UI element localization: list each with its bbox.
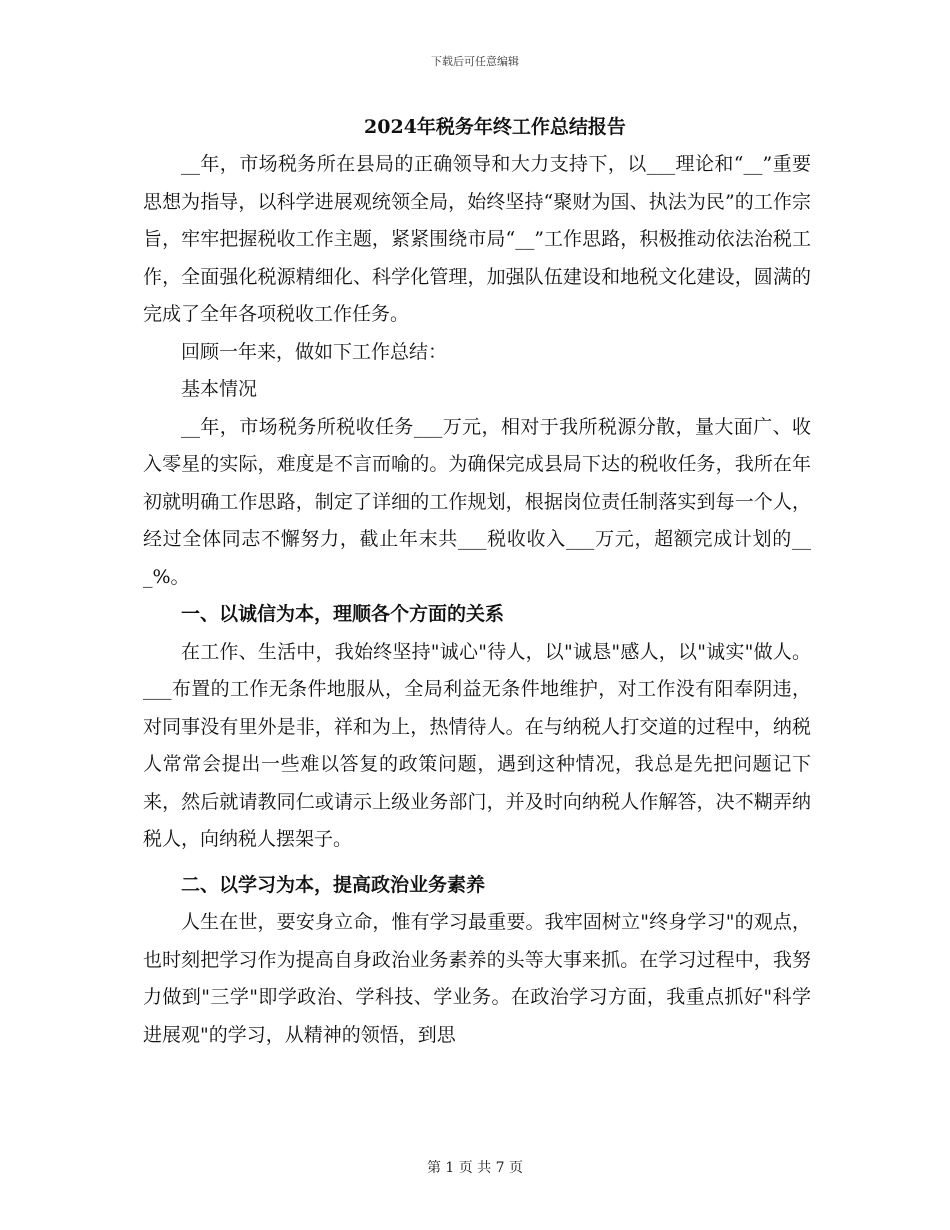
document-title: 2024年税务年终工作总结报告 — [364, 116, 626, 138]
section-gap — [143, 859, 811, 867]
page-number: 第 1 页 共 7 页 — [426, 1160, 524, 1176]
intro-paragraph: __年，市场税务所在县局的正确领导和大力支持下，以___理论和“__”重要思想为指导，以科学进展观统领全局，始终坚持“聚财为国、执法为民”的工作宗旨，牢牢把握税收工作主题，紧紧围绕市局“__”工作思路，积极推动依法治税工作，全面强化税源精细化、科学化管理，加强队伍建设和地税文化建设，圆满的完成了全年各项税收工作任务。 — [143, 153, 811, 325]
section-2-paragraph: 人生在世，要安身立命，惟有学习最重要。我牢固树立"终身学习"的观点，也时刻把学习作为提高自身政治业务素养的头等大事来抓。在学习过程中，我努力做到"三学"即学政治、学科技、学业务。在政治学习方面，我重点抓好"科学进展观"的学习，从精神的领悟，到思 — [143, 911, 811, 1046]
basic-situation-label: 基本情况 — [181, 378, 258, 400]
page-header-note: 下载后可任意编辑 — [431, 55, 519, 68]
section-1-paragraph: 在工作、生活中，我始终坚持"诚心"待人，以"诚恳"感人，以"诚实"做人。___布置的工作无条件地服从，全局利益无条件地维护，对工作没有阳奉阴违，对同事没有里外是非，祥和为上，热情待人。在与纳税人打交道的过程中，纳税人常常会提出一些难以答复的政策问题，遇到这种情况，我总是先把问题记下来，然后就请教同仁或请示上级业务部门，并及时向纳税人作解答，决不糊弄纳税人，向纳税人摆架子。 — [143, 640, 811, 850]
section-1-heading: 一、以诚信为本，理顺各个方面的关系 — [181, 603, 505, 625]
document-body — [143, 112, 811, 1054]
basic-situation-paragraph: __年，市场税务所税收任务___万元，相对于我所税源分散，量大面广、收入零星的实际，难度是不言而喻的。为确保完成县局下达的税收任务，我所在年初就明确工作思路，制定了详细的工作规划，根据岗位责任制落实到每一个人，经过全体同志不懈努力，截止年末共___税收收入___万元，超额完成计划的___%。 — [143, 415, 811, 588]
review-paragraph: 回顾一年来，做如下工作总结： — [181, 340, 448, 363]
section-2-heading: 二、以学习为本，提高政治业务素养 — [181, 873, 486, 896]
